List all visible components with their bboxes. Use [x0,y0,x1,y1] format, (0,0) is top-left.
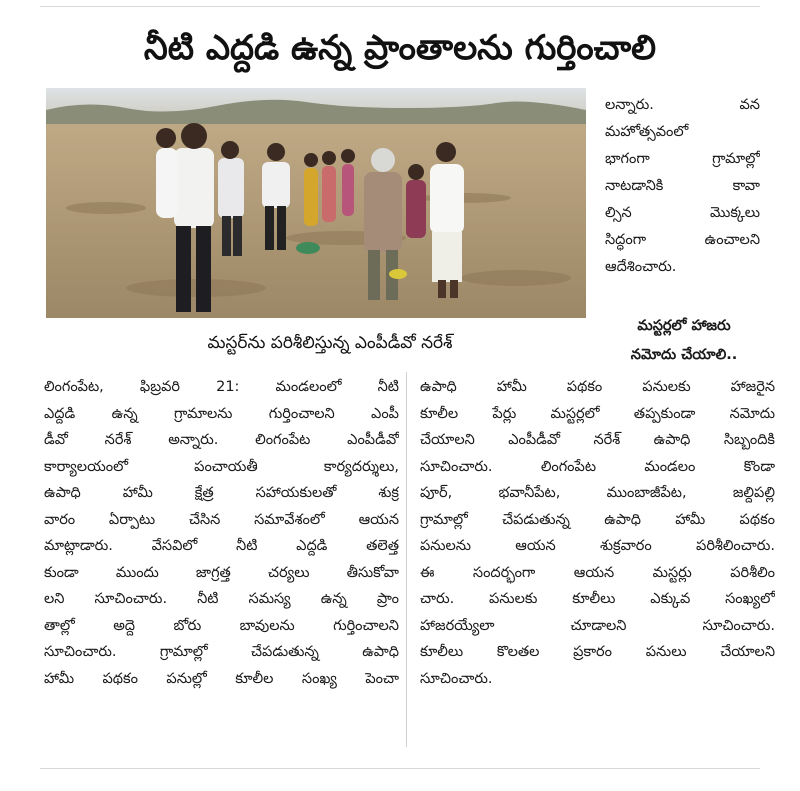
text-line: నాటడానికి కావా [605,178,760,194]
right-column-text [420,374,775,692]
text-line: సూచించారు. గ్రామాల్లో చేపడుతున్న ఉపాధి [44,644,399,660]
text-line: గ్రామాల్లో చేపడుతున్న ఉపాధి హామీ పథకం [420,511,775,528]
side-column-text [605,92,760,281]
text-line: ఎద్దడి ఉన్న గ్రామాలను గుర్తించాలని ఎంపీ [44,405,399,422]
text-line: లింగంపేట, ఫిబ్రవరి 21: మండలంలో నీటి [44,379,399,395]
text-line: ఈ సందర్భంగా ఆయన మస్టర్లు పరిశీలిం [420,564,775,581]
article-headline: నీటి ఎద్దడి ఉన్న ప్రాంతాలను గుర్తించాలి [143,28,657,68]
text-line: లన్నారు. వన [605,97,760,113]
text-line: ఉపాధి హామీ పథకం పనులకు హాజరైన [420,379,775,395]
text-line: హాజరయ్యేలా చూడాలని సూచించారు. [420,617,775,634]
subheading [605,312,763,370]
text-line: భాగంగా గ్రామాల్లో [605,151,760,167]
text-line: హామీ పథకం పనుల్లో కూలీల సంఖ్య పెంచా [44,670,399,687]
text-line: సూచించారు. లింగంపేట మండలం కొండా [420,458,775,475]
text-line: సిద్ధంగా ఉంచాలని [605,232,760,248]
text-line: చేయాలని ఎంపీడీవో నరేశ్ ఉపాధి సిబ్బందికి [420,432,775,448]
left-column-text [44,374,399,692]
top-rule [40,6,760,7]
text-line: మాట్లాడారు. వేసవిలో నీటి ఎద్దడి తలెత్త [44,538,399,554]
text-line: సూచించారు. [420,670,493,687]
text-line: కుండా ముందు జాగ్రత్త చర్యలు తీసుకోవా [44,564,399,581]
photo-caption: మస్టర్‌ను పరిశీలిస్తున్న ఎంపీడీవో నరేశ్ [207,333,453,353]
subheading-line: మస్టర్లలో హాజరు [637,318,731,334]
column-divider [406,372,407,747]
text-line: ల్సిన మొక్కలు [605,205,760,221]
bottom-rule [40,768,760,769]
text-line: డీవో నరేశ్ అన్నారు. లింగంపేట ఎంపీడీవో [44,432,399,448]
text-line: ఆదేశించారు. [605,259,677,275]
field-inspection-photo [46,88,586,318]
text-line: కూలీల పేర్లు మస్టర్లలో తప్పకుండా నమోదు [420,405,775,422]
text-line: మహోత్సవంలో [605,124,689,140]
text-line: పూర్, భవానీపేట, ముంబాజీపేట, జల్దిపల్లి [420,485,775,501]
text-line: పనులను ఆయన శుక్రవారం పరిశీలించారు. [420,538,775,554]
subheading-line: నమోదు చేయాలి.. [630,347,738,363]
text-line: వారం ఏర్పాటు చేసిన సమావేశంలో ఆయన [44,511,399,528]
text-line: లని సూచించారు. నీటి సమస్య ఉన్న ప్రాం [44,591,399,607]
text-line: కూలీలు కొలతల ప్రకారం పనులు చేయాలని [420,644,775,660]
text-line: చారు. పనులకు కూలీలు ఎక్కువ సంఖ్యలో [420,591,775,607]
text-line: తాల్లో అద్దె బోరు బావులను గుర్తించాలని [44,617,399,634]
article-photo [46,88,586,318]
text-line: ఉపాధి హామీ క్షేత్ర సహాయకులతో శుక్ర [44,485,399,501]
text-line: కార్యాలయంలో పంచాయతీ కార్యదర్శులు, [44,458,399,475]
